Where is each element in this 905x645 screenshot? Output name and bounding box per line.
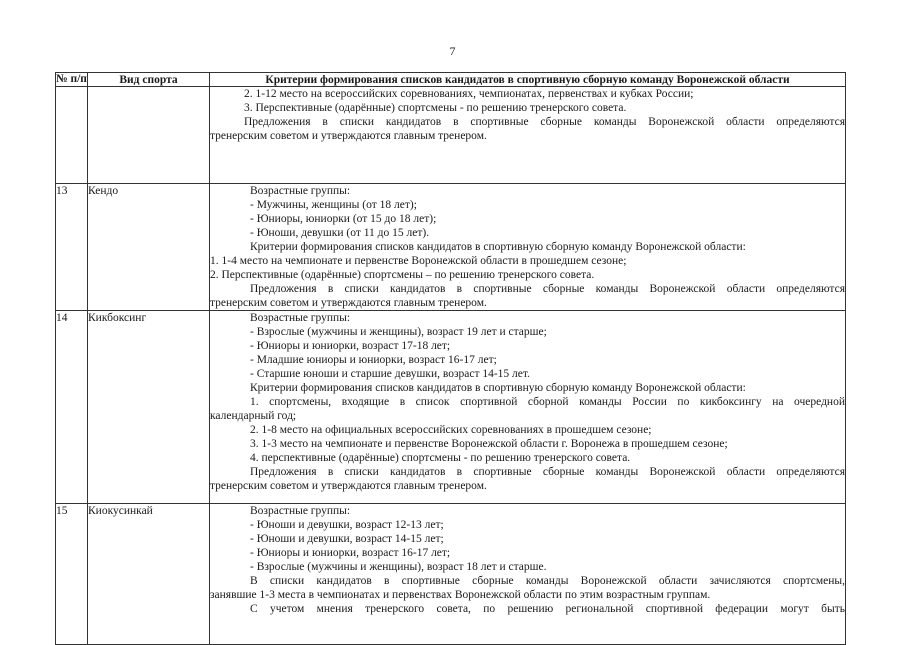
criteria-line: С учетом мнения тренерского совета, по решению региональной спортивной федерации могут быть [250, 603, 845, 615]
criteria-line: Возрастные группы: [250, 312, 351, 324]
criteria-line: 4. перспективные (одарённые) спортсмены - по решению тренерского совета. [250, 452, 631, 464]
criteria-line: тренерским советом и утверждаются главным тренером. [210, 480, 487, 492]
criteria-line: - Юниоры, юниорки (от 15 до 18 лет); [250, 213, 437, 225]
criteria-cell [210, 87, 846, 184]
criteria-line: 3. 1-3 место на чемпионате и первенстве Воронежской области г. Воронежа в прошедшем сезоне; [250, 438, 728, 450]
criteria-line: Предложения в списки кандидатов в спортивные сборные команды Воронежской области определяются [250, 283, 845, 295]
criteria-line: Возрастные группы: [250, 505, 351, 517]
criteria-line: В списки кандидатов в спортивные сборные команды Воронежской области зачисляются спортсмены, [250, 575, 845, 587]
criteria-line: - Взрослые (мужчины и женщины), возраст 18 лет и старше. [250, 561, 547, 573]
header-criteria: Критерии формирования списков кандидатов в спортивную сборную команду Воронежской области [210, 73, 846, 87]
table-row [56, 87, 846, 184]
criteria-line: 1. спортсмены, входящие в список спортивной сборной команды России по кикбоксингу на очередной [250, 396, 845, 408]
criteria-line: - Юниоры и юниорки, возраст 17-18 лет; [250, 340, 451, 352]
criteria-cell [210, 504, 846, 645]
criteria-line: - Старшие юноши и старшие девушки, возраст 14-15 лет. [250, 368, 530, 380]
criteria-line: тренерским советом и утверждаются главным тренером. [210, 130, 487, 142]
criteria-line: - Юноши, девушки (от 11 до 15 лет). [250, 227, 430, 239]
criteria-line: Критерии формирования списков кандидатов в спортивную сборную команду Воронежской области: [250, 382, 746, 394]
criteria-cell [210, 184, 846, 311]
criteria-line: тренерским советом и утверждаются главным тренером. [210, 297, 487, 309]
criteria-line: - Взрослые (мужчины и женщины), возраст 19 лет и старше; [250, 326, 547, 338]
criteria-line: календарный год; [210, 410, 297, 422]
sport-name [88, 87, 210, 184]
criteria-cell [210, 311, 846, 504]
sport-name: Киокусинкай [88, 504, 210, 645]
table-header-row [56, 73, 846, 87]
row-number: 14 [56, 311, 88, 504]
criteria-line: Возрастные группы: [250, 185, 351, 197]
criteria-line: занявшие 1-3 места в чемпионатах и первенствах Воронежской области по этим возрастным группам. [210, 589, 711, 601]
criteria-line: Предложения в списки кандидатов в спортивные сборные команды Воронежской области определяются [250, 466, 845, 478]
criteria-line: - Младшие юниоры и юниорки, возраст 16-17 лет; [250, 354, 497, 366]
table-row [56, 311, 846, 504]
criteria-line: Критерии формирования списков кандидатов в спортивную сборную команду Воронежской области: [250, 241, 746, 253]
header-sport: Вид спорта [88, 73, 210, 87]
criteria-line: - Юноши и девушки, возраст 14-15 лет; [250, 533, 444, 545]
criteria-line: 2. 1-8 место на официальных всероссийских соревнованиях в прошедшем сезоне; [250, 424, 652, 436]
criteria-line: 2. Перспективные (одарённые) спортсмены – по решению тренерского совета. [210, 269, 595, 281]
row-number: 15 [56, 504, 88, 645]
page-number: 7 [449, 44, 456, 58]
criteria-line: 1. 1-4 место на чемпионате и первенстве Воронежской области в прошедшем сезоне; [210, 255, 627, 267]
criteria-line: - Юноши и девушки, возраст 12-13 лет; [250, 519, 444, 531]
criteria-line: 2. 1-12 место на всероссийских соревнованиях, чемпионатах, первенствах и кубках России; [244, 88, 694, 100]
criteria-line: - Юниоры и юниорки, возраст 16-17 лет; [250, 547, 451, 559]
table-row [56, 184, 846, 311]
criteria-line: Предложения в списки кандидатов в спортивные сборные команды Воронежской области определяются [244, 116, 845, 128]
row-number [56, 87, 88, 184]
header-number: № п/п [56, 73, 87, 85]
table-row [56, 504, 846, 645]
row-number: 13 [56, 184, 88, 311]
criteria-line: 3. Перспективные (одарённые) спортсмены - по решению тренерского совета. [244, 102, 627, 114]
criteria-table [55, 72, 846, 645]
sport-name: Кендо [88, 184, 210, 311]
sport-name: Кикбоксинг [88, 311, 210, 504]
criteria-line: - Мужчины, женщины (от 18 лет); [250, 199, 417, 211]
